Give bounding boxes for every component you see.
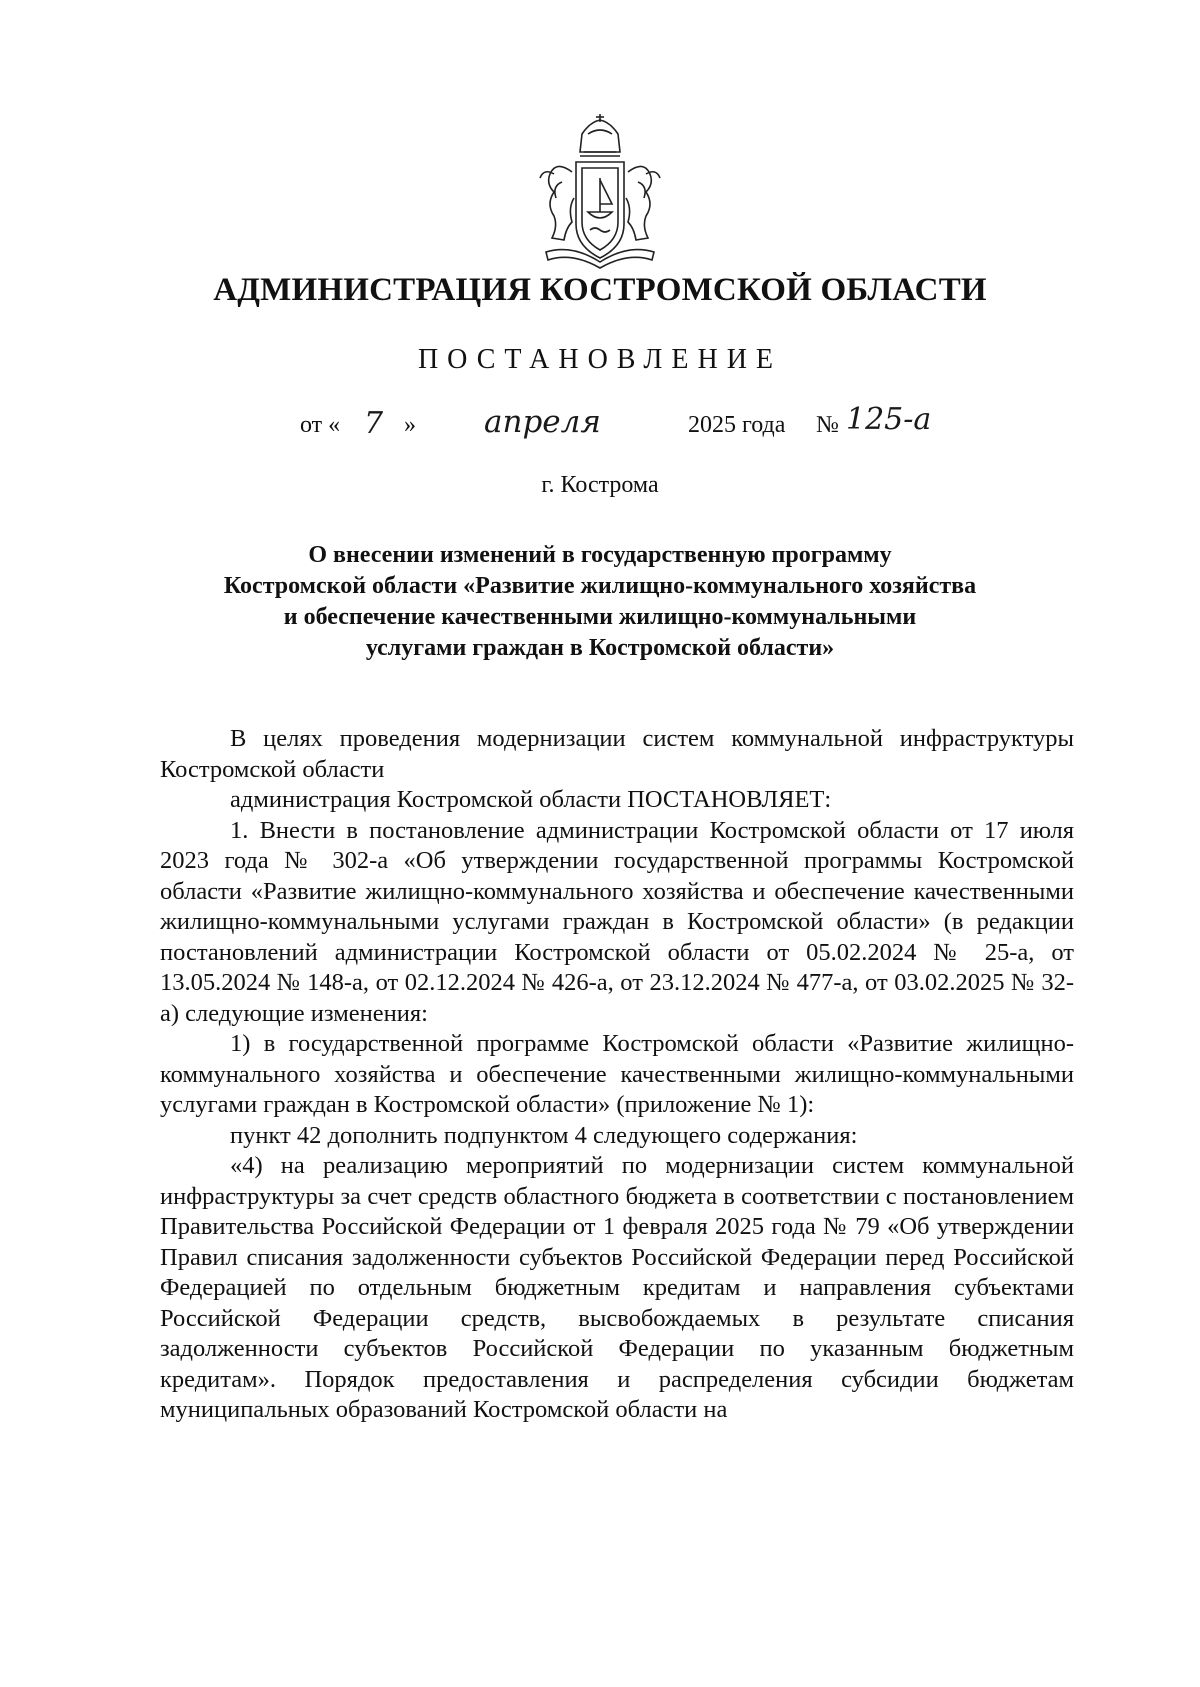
number-sign: № <box>816 412 839 438</box>
body-paragraph: администрация Костромской области ПОСТАНОВЛЯЕТ: <box>230 786 832 813</box>
document-body <box>160 724 1074 1426</box>
document-title <box>160 540 1040 664</box>
coat-of-arms-icon <box>532 112 668 272</box>
document-type: ПОСТАНОВЛЕНИЕ <box>417 344 783 375</box>
city: г. Кострома <box>541 472 659 498</box>
year-text: 2025 года <box>688 412 786 438</box>
body-paragraph: «4) на реализацию мероприятий по модернизации систем коммунальной инфраструктуры за счет средств областного бюджета в соответствии с постановлением Правительства Российской Федерации от 1 февраля 2025 года № 79 «Об утверждении Правил списания задолженности субъектов Российской Федерации перед Российской Федерацией по отдельным бюджетным кредитам и направления субъектами Российской Федерации средств, высвобождаемых в результате списания задолженности субъектов Российской Федерации по указанным бюджетным кредитам». Порядок предоставления и распределения субсидии бюджетам муниципальных образований Костромской области на <box>160 1152 1074 1423</box>
organization-name: АДМИНИСТРАЦИЯ КОСТРОМСКОЙ ОБЛАСТИ <box>213 272 987 308</box>
title-line: Костромской области «Развитие жилищно-коммунального хозяйства <box>223 573 977 599</box>
date-prefix: от « <box>300 412 341 438</box>
title-line: и обеспечение качественными жилищно-коммунальными <box>283 604 917 630</box>
handwritten-number: 125-а <box>846 402 932 437</box>
handwritten-day: 7 <box>364 406 384 441</box>
body-paragraph: В целях проведения модернизации систем коммунальной инфраструктуры Костромской области <box>160 725 1074 783</box>
body-paragraph: 1) в государственной программе Костромской области «Развитие жилищно-коммунального хозяйства и обеспечение качественными жилищно-коммунальными услугами граждан в Костромской области» (приложение № 1): <box>160 1030 1074 1118</box>
handwritten-month: апреля <box>484 404 601 440</box>
body-paragraph: пункт 42 дополнить подпунктом 4 следующего содержания: <box>230 1121 858 1149</box>
title-line: услугами граждан в Костромской области» <box>365 635 835 661</box>
title-line: О внесении изменений в государственную программу <box>308 542 892 568</box>
body-paragraph: 1. Внести в постановление администрации Костромской области от 17 июля 2023 года № 302-а «Об утверждении государственной программы Костромской области «Развитие жилищно-коммунального хозяйства и обеспечение качественными жилищно-коммунальными услугами граждан в Костромской области» (в редакции постановлений администрации Костромской области от 05.02.2024 № 25-а, от 13.05.2024 № 148-а, от 02.12.2024 № 426-а, от 23.12.2024 № 477-а, от 03.02.2025 № 32-а) следующие изменения: <box>160 816 1074 1027</box>
date-quote-close: » <box>404 412 416 438</box>
